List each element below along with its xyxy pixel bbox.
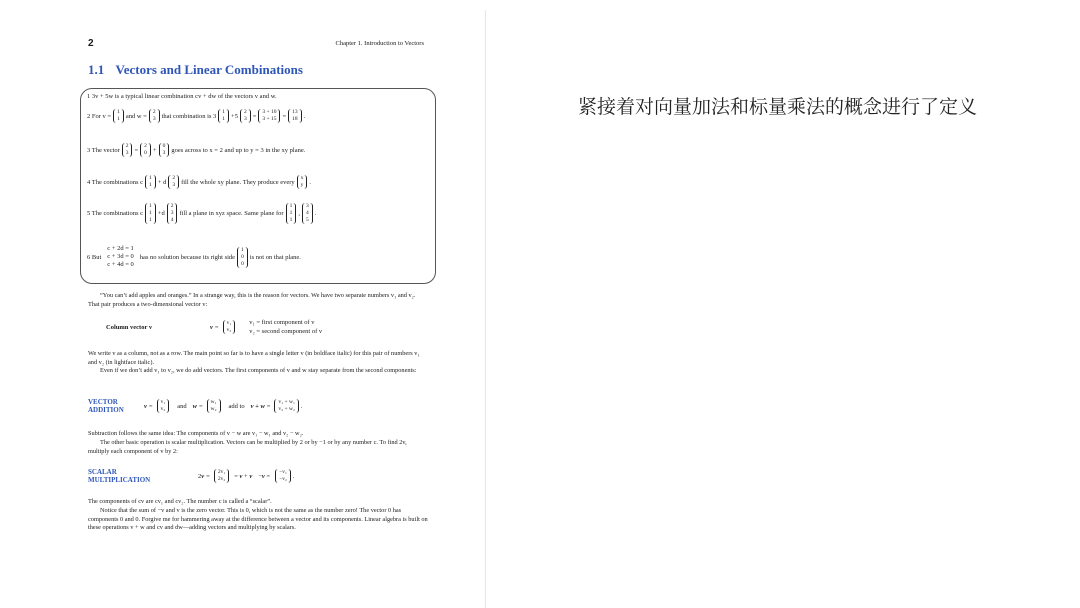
equation-2: c + 3d = 0 [107,253,134,260]
paragraph-scalar: The other basic operation is scalar multiplication. Vectors can be multiplied by 2 or by −1 or by any number c. To find 2v, multiply each component of v by 2: [88,439,407,455]
paragraph-add-vectors: Even if we don’t add v₁ to v₂, we do add vectors. The first components of v and w stay separate from the second components: [100,367,417,374]
equation-1: c + 2d = 1 [107,245,134,252]
summary-line-6-text-a: 6 But [87,253,102,261]
panel-divider [485,10,486,608]
page-header [88,38,424,52]
equation-system [107,245,133,269]
section-title [88,62,303,78]
vector-addition-formula: VECTOR ADDITION v = v₁ v₂ and w = w₁ w₂ add to v + w = v₁ + w₁ v₂ + w₂ . [88,398,303,414]
summary-line-2-text-a: 2 For v = [87,112,112,120]
scalar-multiplication-label [88,468,198,484]
scalar-label-line-2: MULTIPLICATION [88,476,151,484]
summary-line-4: 4 The combinations c 1 1 + d 2 3 fill the whole xy plane. They produce every x y . [87,175,312,188]
matrix: 2 3 [168,175,179,189]
summary-line-5-text-a: 5 The combinations c [87,210,144,217]
textbook-page [80,30,440,575]
summary-line-6-text-c: is not on that plane. [249,253,301,261]
matrix: −v₁ −v₂ [275,469,291,483]
matrix: 2 3 [149,109,160,123]
matrix: 3 4 5 [302,203,313,224]
vector-addition-label-line-2: ADDITION [88,406,124,414]
matrix: 1 1 1 [286,203,297,224]
matrix: 3 + 10 3 + 15 [258,109,280,123]
summary-line-3-text-b: goes across to x = 2 and up to y = 3 in the xy plane. [171,146,306,154]
matrix: 1 0 0 [237,247,248,268]
matrix: 0 3 [159,143,170,157]
summary-line-5-text-b: fill a plane in xyz space. Same plane for [179,210,284,217]
summary-line-2-text-c: that combination is 3 [161,112,217,120]
matrix: 1 1 [218,109,229,123]
matrix: 1 1 1 [145,203,156,224]
column-vector-label: Column vector v [106,323,153,331]
matrix: 2 3 [240,109,251,123]
component-2-definition: v₂ = second component of v [249,328,323,335]
matrix: 1 1 [113,109,124,123]
matrix: 2 3 4 [167,203,178,224]
chapter-running-head: Chapter 1. Introduction to Vectors [335,40,424,47]
summary-line-3: 3 The vector 2 3 = 2 0 + 0 3 goes across to x = 2 and up to y = 3 in the xy plane. [87,143,306,156]
summary-line-6-text-b: has no solution because its right side [139,253,236,261]
matrix: 13 18 [288,109,302,123]
vector-addition-label-line-1: VECTOR [88,398,118,406]
column-vector-formula: Column vector v v = v₁ v₂ v₁ = first component of v v₂ = second component of v [106,319,323,335]
summary-line-1 [87,93,277,100]
scalar-label-line-1: SCALAR [88,468,117,476]
matrix: x y [297,175,308,189]
component-1-definition: v₁ = first component of v [249,319,315,326]
matrix: v₁ v₂ [157,399,170,413]
summary-line-4-text-a: 4 The combinations c [87,178,144,186]
matrix: 2 3 [122,143,133,157]
summary-line-3-text-a: 3 The vector [87,146,120,154]
paragraph-apples: “You can’t add apples and oranges.” In a strange way, this is the reason for vectors. We have two separate numbers v₁ and v₂. That pair produces a two-dimensional vector v: [88,292,416,308]
page-number: 2 [88,38,94,49]
matrix: 2 0 [140,143,151,157]
matrix: 2v₁ 2v₂ [214,469,229,483]
paragraph-zero-vector: Notice that the sum of −v and v is the zero vector. This is 0, which is not the same as the number zero! The vector 0 has components 0 and 0. Forgive me for hammering away at the difference between a vector and its components. Linear algebra is built on these operations v + w and cv and dw—adding vectors and multiplying by scalars. [88,507,428,532]
summary-line-2: 2 For v = 1 1 and w = 2 3 that combination is 3 1 1 +5 2 3 = 3 + 10 3 + 15 = 13 18 . [87,109,306,122]
vector-addition-label [88,398,144,414]
component-definitions [249,318,322,336]
equation-3: c + 4d = 0 [107,261,134,268]
summary-line-2-text-b: and w = [125,112,147,120]
summary-line-1-text: 1 3v + 5w is a typical linear combination cv + dw of the vectors v and w. [87,93,277,100]
paragraph-scalar-definition: The components of cv are cv₁ and cv₂. The number c is called a “scalar”. [88,498,272,505]
section-name: Vectors and Linear Combinations [115,62,303,77]
matrix: 1 1 [145,175,156,189]
summary-box [80,88,436,284]
section-number: 1.1 [88,62,105,77]
annotation-text: 紧接着对向量加法和标量乘法的概念进行了定义 [578,96,978,118]
summary-line-4-text-b: fill the whole xy plane. They produce every [181,178,295,186]
summary-line-6 [87,245,301,269]
matrix: v₁ + w₁ v₂ + w₂ [274,399,298,413]
matrix: w₁ w₂ [207,399,221,413]
scalar-multiplication-formula: SCALAR MULTIPLICATION 2v = 2v₁ 2v₂ = v + v −v = −v₁ −v₂ . [88,468,295,484]
summary-line-5: 5 The combinations c 1 1 1 +d 2 3 4 fill a plane in xyz space. Same plane for 1 1 1 , 3 4 5 . [87,203,317,223]
paragraph-column: We write v as a column, not as a row. The main point so far is to have a single letter v (in boldface italic) for this pair of numbers v₁ and v₂ (in lightface italic). [88,350,420,366]
paragraph-subtraction: Subtraction follows the same idea: The components of v − w are v₁ − w₁ and v₂ − w₂. [88,430,304,437]
matrix: v₁ v₂ [223,320,236,334]
